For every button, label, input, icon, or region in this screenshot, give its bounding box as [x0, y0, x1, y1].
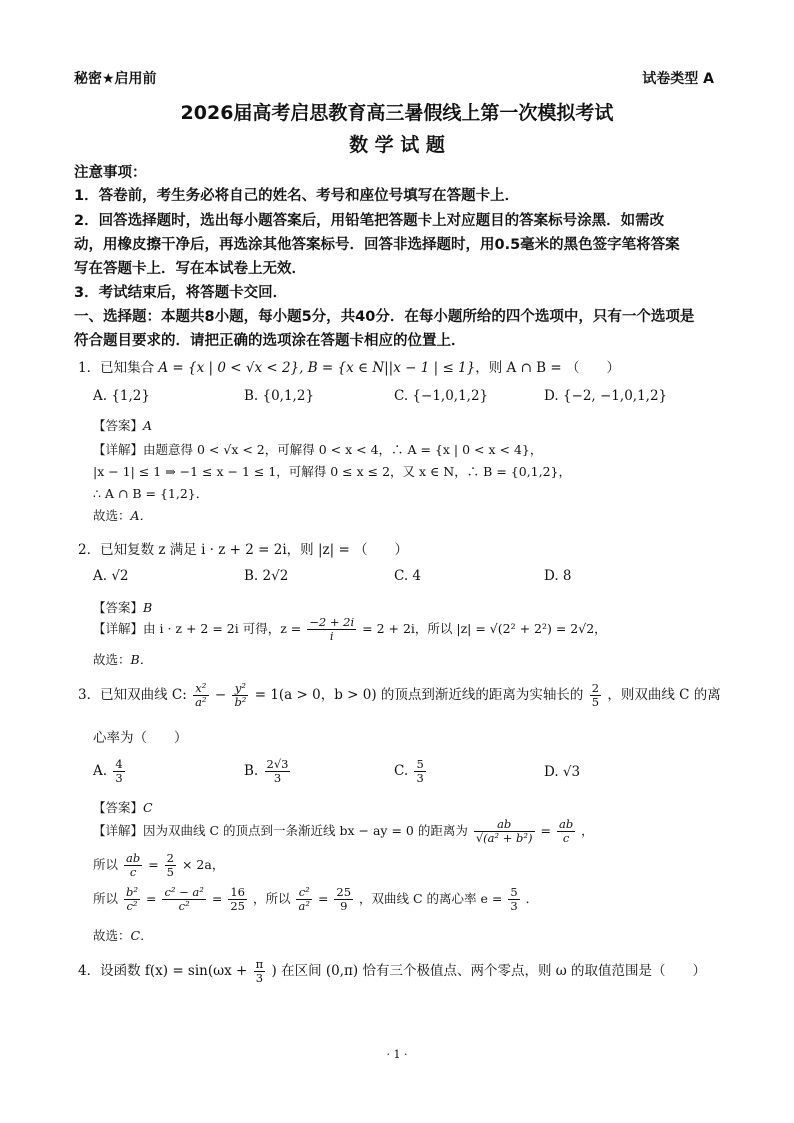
q2-option-d: D. 8: [544, 568, 572, 584]
q2-option-c: C. 4: [394, 568, 422, 584]
question-4-stem: 4．设函数 f(x) = sin(ωx + $\frac{\pi}{3}$ ) 在区间 (0,π) 恰有三个极值点、两个零点，则 ω 的取值范围是（ ）: [78, 957, 707, 986]
q1-option-d: D. {−2, −1,0,1,2}: [544, 388, 668, 404]
q2-detail-line-1: 【详解】由 i · z + 2 = 2i 可得，z = $\frac{-2 + 2i}{i}$ = 2 + 2i，所以 |z| = √(2² + 2²) = 2√2，: [93, 615, 607, 644]
exam-title: 2026届高考启思教育高三暑假线上第一次模拟考试: [180, 102, 614, 124]
q3-detail-line-2: 所以 $\frac{ab}{c}$ = $\frac{2}{5}$ × 2a，: [93, 851, 225, 880]
q3-detail-line-1: 【详解】因为双曲线 C 的顶点到一条渐近线 bx − ay = 0 的距离为 $\frac{ab}{\text{√(a² + b²)}}$ = $\frac{ab}{c}$ ，: [93, 817, 594, 846]
notice-heading: 注意事项：: [74, 165, 147, 181]
exam-subtitle: 数 学 试 题: [349, 134, 445, 156]
q2-option-a: A. √2: [93, 568, 129, 584]
q2-answer: 【答案】B: [93, 600, 153, 615]
q3-option-c: C. $\frac{5}{3}$: [394, 757, 424, 786]
q3-detail-line-3: 所以 $\frac{\text{b²}}{\text{c²}}$ = $\frac{\text{c² − a²}}{\text{c²}}$ = $\frac{16}{25}$ ，所以 $\frac{\text{c²}}{\text{a²}}$ = $\frac{25}{9}$ ，双曲线 C 的离心率 e = $\frac{5}{3}$ ．: [93, 885, 539, 914]
question-3-stem-line-1: 3．已知双曲线 C: $\frac{\text{x²}}{\text{a²}}$ − $\frac{\text{y²}}{\text{b²}}$ = 1(a > 0，b > 0) 的顶点到渐近线的距离为实轴长的 $\frac{2}{5}$ ，则双曲线 C 的离: [78, 681, 721, 710]
q3-choice: 故选：C．: [93, 928, 153, 943]
q1-choice: 故选：A．: [93, 508, 153, 523]
q1-option-a: A. {1,2}: [93, 388, 150, 404]
q3-option-a: A. $\frac{4}{3}$: [93, 757, 123, 786]
q3-option-d: D. √3: [544, 764, 581, 780]
q3-option-b: B. $\frac{2√3}{3}$: [244, 757, 289, 786]
q2-fraction: $\frac{-2 + 2i}{i}$: [309, 615, 355, 644]
section-instruction-line-1: 一、选择题：本题共8小题，每小题5分，共40分．在每小题所给的四个选项中，只有一个选项是: [74, 309, 695, 325]
question-1-stem: 1．已知集合 A = {x | 0 < √x < 2}, B = {x ∈ N||x − 1 | ≤ 1}，则 A ∩ B = （ ）: [78, 360, 620, 376]
notice-item-2-line-3: 写在答题卡上．写在本试卷上无效．: [74, 261, 306, 277]
section-instruction-line-2: 符合题目要求的．请把正确的选项涂在答题卡相应的位置上．: [74, 333, 466, 349]
q1-option-c: C. {−1,0,1,2}: [394, 388, 489, 404]
q1-detail-line-1: 【详解】由题意得 0 < √x < 2，可解得 0 < x < 4，∴ A = {x | 0 < x < 4}，: [93, 442, 543, 457]
q1-answer: 【答案】A: [93, 418, 153, 433]
q1-option-b: B. {0,1,2}: [244, 388, 315, 404]
question-2-stem: 2．已知复数 z 满足 i · z + 2 = 2i，则 |z| = （ ）: [78, 542, 409, 558]
question-3-stem-line-2: 心率为（ ）: [93, 730, 188, 746]
q1-detail-line-3: ∴ A ∩ B = {1,2}．: [93, 486, 209, 501]
notice-item-2-line-1: 2．回答选择题时，选出每小题答案后，用铅笔把答题卡上对应题目的答案标号涂黑．如需改: [74, 213, 665, 229]
notice-item-3: 3．考试结束后，将答题卡交回．: [74, 285, 288, 301]
q2-option-b: B. 2√2: [244, 568, 289, 584]
notice-item-1: 1．答卷前，考生务必将自己的姓名、考号和座位号填写在答题卡上．: [74, 188, 520, 204]
paper-type-label: 试卷类型 A: [642, 71, 714, 87]
q2-choice: 故选：B．: [93, 652, 153, 667]
confidential-label: 秘密★启用前: [74, 71, 157, 87]
q3-answer: 【答案】C: [93, 800, 153, 815]
notice-item-2-line-2: 动，用橡皮擦干净后，再选涂其他答案标号．回答非选择题时，用0.5毫米的黑色签字笔将答案: [74, 237, 680, 253]
page-number: · 1 ·: [386, 1048, 408, 1061]
q1-detail-line-2: |x − 1| ≤ 1 ⇒ −1 ≤ x − 1 ≤ 1，可解得 0 ≤ x ≤ 2，又 x ∈ N，∴ B = {0,1,2}，: [93, 464, 572, 479]
